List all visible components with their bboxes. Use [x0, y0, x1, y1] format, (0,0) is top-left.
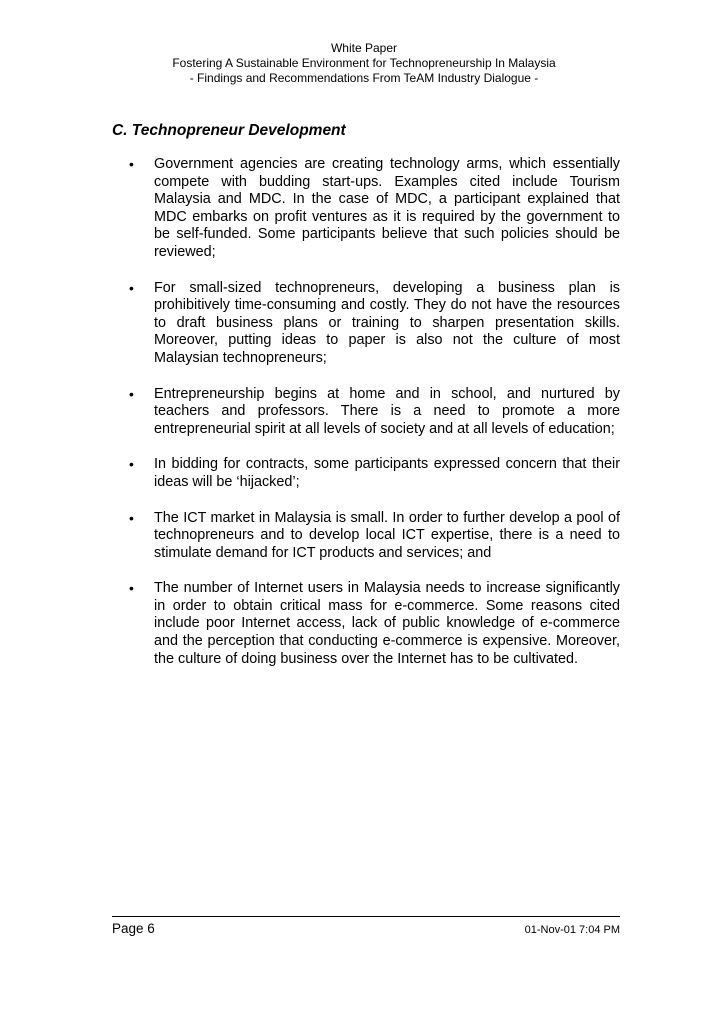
- bullet-item: [112, 580, 620, 668]
- bullet-text: For small-sized technopreneurs, developing a business plan is prohibitively time-consuming and costly. They do not have the resources to draft business plans or training to sharpen presentation skills. Moreover, putting ideas to paper is also not the culture of most Malaysian technopreneurs;: [154, 279, 620, 366]
- bullet-item: [112, 280, 620, 368]
- bullet-icon: •: [129, 580, 134, 597]
- bullet-text: In bidding for contracts, some participants expressed concern that their ideas will be ‘hijacked’;: [154, 456, 620, 490]
- bullet-icon: •: [129, 509, 134, 526]
- bullet-item: [112, 156, 620, 262]
- header-doc-type: White Paper: [330, 41, 398, 55]
- header-subtitle: - Findings and Recommendations From TeAM Industry Dialogue -: [189, 71, 539, 85]
- bullet-text: Government agencies are creating technology arms, which essentially compete with budding start-ups. Examples cited include Tourism Malaysia and MDC. In the case of MDC, a participant explained that MDC embarks on profit ventures as it is required by the government to be self-funded. Some participants believe that such policies should be reviewed;: [154, 156, 620, 260]
- bullet-icon: •: [129, 279, 134, 296]
- page-number: Page 6: [112, 921, 155, 936]
- bullet-text: The number of Internet users in Malaysia needs to increase significantly in order to obtain critical mass for e-commerce. Some reasons cited include poor Internet access, lack of public knowledge of e-commerce and the perception that conducting e-commerce is expensive. Moreover, the culture of doing business over the Internet has to be cultivated.: [154, 580, 620, 667]
- footer-divider: [112, 916, 620, 917]
- bullet-list: [112, 156, 620, 686]
- bullet-icon: •: [129, 156, 134, 172]
- bullet-text: Entrepreneurship begins at home and in school, and nurtured by teachers and professors. There is a need to promote a more entrepreneurial spirit at all levels of society and at all levels of education;: [154, 385, 620, 437]
- section-heading: C. Technopreneur Development: [112, 122, 346, 139]
- bullet-icon: •: [129, 456, 134, 473]
- bullet-item: [112, 386, 620, 439]
- page-header: [0, 41, 728, 86]
- bullet-text: The ICT market in Malaysia is small. In order to further develop a pool of technopreneurs and to develop local ICT expertise, there is a need to stimulate demand for ICT products and services; and: [154, 509, 620, 561]
- bullet-item: [112, 510, 620, 563]
- footer-timestamp: 01-Nov-01 7:04 PM: [524, 924, 620, 936]
- header-title: Fostering A Sustainable Environment for Technopreneurship In Malaysia: [172, 56, 556, 70]
- bullet-item: [112, 456, 620, 491]
- bullet-icon: •: [129, 385, 134, 402]
